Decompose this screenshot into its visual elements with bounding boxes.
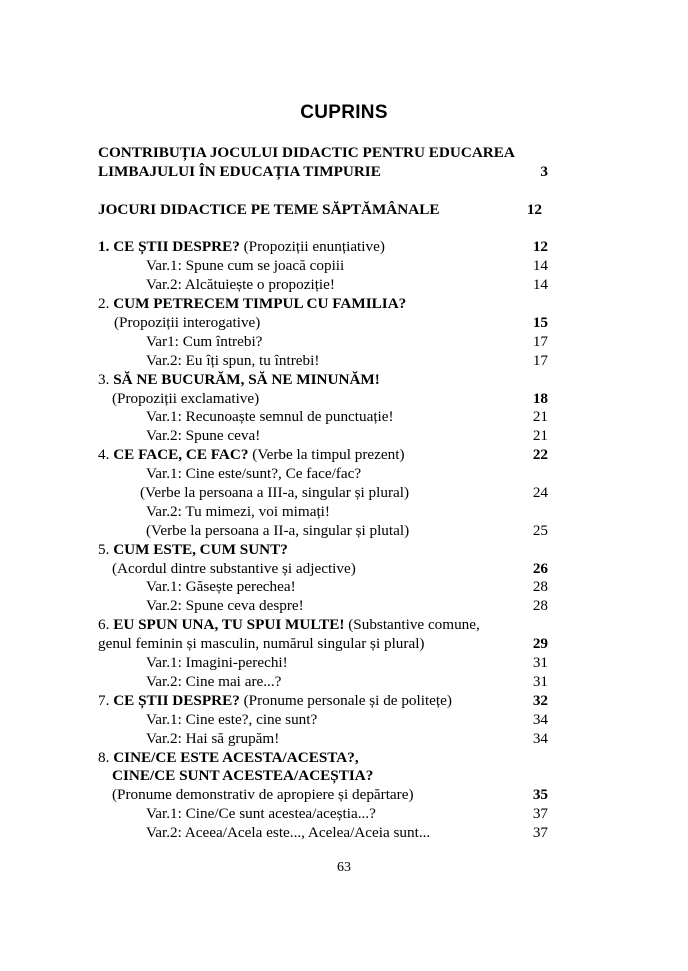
toc-entry [98, 238, 550, 257]
toc-entry-page: 26 [532, 559, 548, 577]
toc-entry [98, 408, 550, 427]
toc-entry-title [98, 238, 385, 257]
toc-entry-main: (Pronume demonstrativ de apropiere și depărtare) [112, 786, 414, 804]
toc-entry-page: 28 [532, 578, 548, 596]
toc-entry-title [146, 597, 304, 616]
toc-entry-title [98, 144, 515, 163]
toc-entry-title [98, 163, 381, 182]
toc-entry-main: Var.2: Hai să grupăm! [146, 729, 280, 747]
toc-entry [98, 616, 550, 635]
toc-entry-title [146, 257, 344, 276]
toc-entry-page: 28 [532, 597, 548, 615]
toc-entry-main: Var1: Cum întrebi? [146, 332, 263, 350]
toc-entry-prefix: 3. [98, 370, 114, 388]
toc-entry-main: Var.2: Cine mai are...? [146, 672, 282, 690]
toc-entry-page: 17 [532, 332, 548, 350]
toc-entry-title [146, 805, 376, 824]
toc-entry-page: 25 [532, 521, 548, 539]
toc-entry-main: JOCURI DIDACTICE PE TEME SĂPTĂMÂNALE [98, 200, 440, 218]
toc-entry-page: 21 [532, 408, 548, 426]
toc-entry-page: 31 [532, 672, 548, 690]
toc-entry-title [98, 295, 406, 314]
toc-entry-main: CE ȘTII DESPRE? [113, 691, 240, 709]
toc-entry-title [112, 767, 373, 786]
toc-entry-title [146, 465, 361, 484]
toc-entry-title [146, 503, 330, 522]
toc-entry [98, 503, 550, 522]
toc-entry-title [146, 427, 260, 446]
table-of-contents [98, 144, 550, 843]
toc-entry-title [140, 484, 409, 503]
toc-entry-main: Var.1: Imagini-perechi! [146, 654, 288, 672]
toc-entry [98, 578, 550, 597]
toc-entry-page: 22 [532, 446, 548, 464]
toc-entry-title [98, 446, 405, 465]
toc-entry [98, 824, 550, 843]
toc-entry-page: 34 [532, 729, 548, 747]
toc-entry-main: CINE/CE SUNT ACESTEA/ACEȘTIA? [112, 767, 374, 785]
toc-entry-title [146, 522, 409, 541]
toc-entry-title [146, 673, 281, 692]
toc-entry-page: 31 [532, 654, 548, 672]
toc-entry-subtitle: (Propoziții enunțiative) [239, 238, 385, 256]
toc-entry-title [146, 408, 394, 427]
toc-entry-title [98, 201, 439, 220]
toc-entry-main: Var.2: Aceea/Acela este..., Acelea/Aceia sunt... [146, 824, 431, 842]
toc-entry-main: Var.1: Recunoaște semnul de punctuație! [146, 408, 394, 426]
toc-entry-title [98, 541, 288, 560]
toc-entry-main: Var.1: Spune cum se joacă copiii [146, 257, 345, 275]
toc-entry-page: 32 [532, 691, 548, 709]
toc-entry [98, 257, 550, 276]
toc-entry-main: (Verbe la persoana a II-a, singular și plutal) [146, 521, 410, 539]
toc-entry-page: 3 [540, 162, 548, 180]
toc-entry [98, 163, 550, 182]
toc-entry-title [146, 578, 296, 597]
toc-entry-title [112, 390, 259, 409]
toc-entry-main: Var.1: Găsește perechea! [146, 578, 296, 596]
toc-entry [98, 805, 550, 824]
toc-entry-prefix: 8. [98, 748, 114, 766]
toc-entry-main: (Acordul dintre substantive și adjective) [112, 559, 356, 577]
toc-entry-main: Var.2: Spune ceva! [146, 427, 261, 445]
toc-entry-page: 35 [532, 786, 548, 804]
toc-entry-title [146, 352, 319, 371]
toc-entry-page: 12 [532, 238, 548, 256]
toc-entry-subtitle: (Substantive comune, [344, 616, 480, 634]
toc-entry [98, 314, 550, 333]
toc-entry [98, 560, 550, 579]
toc-entry [98, 635, 550, 654]
toc-entry-main: CINE/CE ESTE ACESTA/ACESTA?, [113, 748, 359, 766]
toc-entry [98, 730, 550, 749]
toc-entry-title [114, 314, 260, 333]
toc-entry-page: 14 [532, 276, 548, 294]
toc-entry-title [146, 824, 430, 843]
toc-entry [98, 333, 550, 352]
toc-entry-main: Var.1: Cine este?, cine sunt? [146, 710, 318, 728]
toc-entry [98, 692, 550, 711]
toc-entry-main: EU SPUN UNA, TU SPUI MULTE! [113, 616, 345, 634]
toc-entry-main: (Propoziții interogative) [114, 314, 261, 332]
toc-entry-main: (Verbe la persoana a III-a, singular și plural) [140, 484, 410, 502]
toc-entry [98, 465, 550, 484]
toc-entry-prefix: 6. [98, 616, 114, 634]
toc-entry-page: 18 [532, 389, 548, 407]
toc-entry-main: CUM ESTE, CUM SUNT? [113, 540, 288, 558]
toc-entry-title [112, 786, 414, 805]
toc-entry-main: 1. CE ȘTII DESPRE? [98, 238, 240, 256]
toc-entry-page: 37 [532, 805, 548, 823]
toc-entry-title [98, 692, 452, 711]
toc-spacer [98, 182, 550, 201]
toc-entry [98, 767, 550, 786]
toc-entry [98, 786, 550, 805]
toc-entry-page: 17 [532, 351, 548, 369]
toc-entry [98, 749, 550, 768]
toc-entry-page: 12 [526, 200, 542, 218]
toc-spacer [98, 220, 550, 239]
toc-entry [98, 352, 550, 371]
toc-entry-title [112, 560, 356, 579]
toc-entry [98, 371, 550, 390]
toc-entry-main: (Propoziții exclamative) [112, 389, 260, 407]
toc-entry [98, 484, 550, 503]
toc-entry-main: genul feminin și masculin, numărul singular și plural) [98, 635, 425, 653]
toc-entry-title [98, 749, 359, 768]
toc-entry-title [146, 730, 279, 749]
toc-entry [98, 597, 550, 616]
toc-entry [98, 446, 550, 465]
toc-entry-title [98, 371, 380, 390]
toc-entry-prefix: 2. [98, 295, 114, 313]
toc-entry-prefix: 7. [98, 691, 114, 709]
toc-entry [98, 654, 550, 673]
toc-entry-title [146, 333, 262, 352]
toc-entry-main: CE FACE, CE FAC? [113, 446, 249, 464]
toc-entry-main: Var.2: Tu mimezi, voi mimați! [146, 502, 330, 520]
toc-entry-prefix: 4. [98, 446, 114, 464]
toc-entry-main: Var.2: Eu îți spun, tu întrebi! [146, 351, 320, 369]
toc-entry-title [98, 635, 424, 654]
toc-entry-page: 24 [532, 484, 548, 502]
toc-entry [98, 427, 550, 446]
toc-entry-title [146, 654, 288, 673]
toc-entry-main: Var.1: Cine este/sunt?, Ce face/fac? [146, 465, 362, 483]
toc-entry-page: 15 [532, 314, 548, 332]
toc-entry [98, 276, 550, 295]
toc-entry [98, 201, 550, 220]
toc-entry-title [146, 276, 335, 295]
toc-entry-main: Var.1: Cine/Ce sunt acestea/aceștia...? [146, 805, 376, 823]
toc-entry-main: Var.2: Alcătuiește o propoziție! [146, 276, 335, 294]
toc-entry-subtitle: (Verbe la timpul prezent) [248, 446, 405, 464]
toc-entry [98, 541, 550, 560]
toc-entry-main: SĂ NE BUCURĂM, SĂ NE MINUNĂM! [113, 370, 380, 388]
toc-entry-page: 21 [532, 427, 548, 445]
page-number: 63 [337, 860, 351, 875]
toc-entry-page: 14 [532, 257, 548, 275]
toc-entry-main: Var.2: Spune ceva despre! [146, 597, 304, 615]
toc-entry [98, 522, 550, 541]
page-title: CUPRINS [300, 102, 388, 123]
toc-entry [98, 390, 550, 409]
toc-entry [98, 673, 550, 692]
toc-entry-page: 29 [532, 635, 548, 653]
toc-entry [98, 711, 550, 730]
toc-entry-title [98, 616, 480, 635]
toc-entry-prefix: 5. [98, 540, 114, 558]
toc-entry-main: LIMBAJULUI ÎN EDUCAȚIA TIMPURIE [98, 162, 381, 180]
toc-entry [98, 144, 550, 163]
toc-entry [98, 295, 550, 314]
toc-entry-main: CONTRIBUȚIA JOCULUI DIDACTIC PENTRU EDUCAREA [98, 144, 515, 161]
toc-entry-subtitle: (Pronume personale și de politețe) [239, 691, 452, 709]
toc-entry-main: CUM PETRECEM TIMPUL CU FAMILIA? [113, 295, 407, 313]
toc-entry-title [146, 711, 317, 730]
toc-entry-page: 34 [532, 710, 548, 728]
toc-entry-page: 37 [532, 824, 548, 842]
